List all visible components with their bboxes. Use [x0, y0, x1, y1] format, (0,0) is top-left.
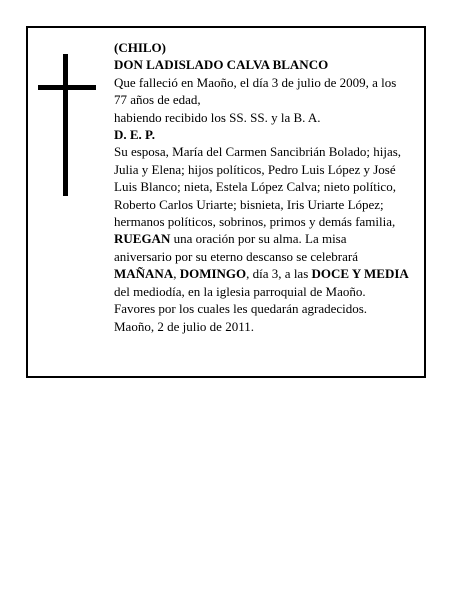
request-rest: una oración por su alma. La misa	[170, 231, 347, 247]
cross-vertical-bar	[63, 54, 68, 196]
family-line: Roberto Carlos Uriarte; bisnieta, Iris Uriarte López;	[114, 196, 384, 212]
request-bold: RUEGAN	[114, 231, 171, 247]
cross-icon	[38, 54, 96, 196]
death-line-1: Que falleció en Maoño, el día 3 de julio de 2009, a los	[114, 74, 397, 90]
family-line: Su esposa, María del Carmen Sancibrián Bolado; hijas,	[114, 144, 402, 160]
sacraments-line: habiendo recibido los SS. SS. y la B. A.	[114, 109, 321, 125]
request-line	[114, 230, 426, 247]
death-line-2: 77 años de edad,	[114, 92, 201, 108]
obituary-text	[114, 39, 426, 335]
nickname: (CHILO)	[114, 40, 166, 55]
date-mid: , día 3, a las	[246, 266, 312, 282]
place-line: del mediodía, en la iglesia parroquial de Maoño.	[114, 283, 366, 299]
cross-horizontal-bar	[38, 85, 96, 90]
rip-line: D. E. P.	[114, 127, 156, 143]
deceased-name: DON LADISLADO CALVA BLANCO	[114, 57, 329, 73]
thanks-line: Favores por los cuales les quedarán agradecidos.	[114, 301, 368, 317]
day-bold: MAÑANA	[114, 266, 174, 282]
family-line: hermanos políticos, sobrinos, primos y demás familia,	[114, 214, 396, 230]
mass-line: aniversario por su eterno descanso se celebrará	[114, 248, 358, 264]
family-line: Julia y Elena; hijos políticos, Pedro Luis López y José	[114, 161, 396, 177]
weekday-bold: DOMINGO	[179, 266, 247, 282]
family-line: Luis Blanco; nieta, Estela López Calva; nieto político,	[114, 179, 396, 195]
time-bold: DOCE Y MEDIA	[311, 266, 409, 282]
date-time-line	[114, 265, 426, 282]
signoff-line: Maoño, 2 de julio de 2011.	[114, 318, 254, 334]
day-sep: ,	[173, 266, 180, 282]
